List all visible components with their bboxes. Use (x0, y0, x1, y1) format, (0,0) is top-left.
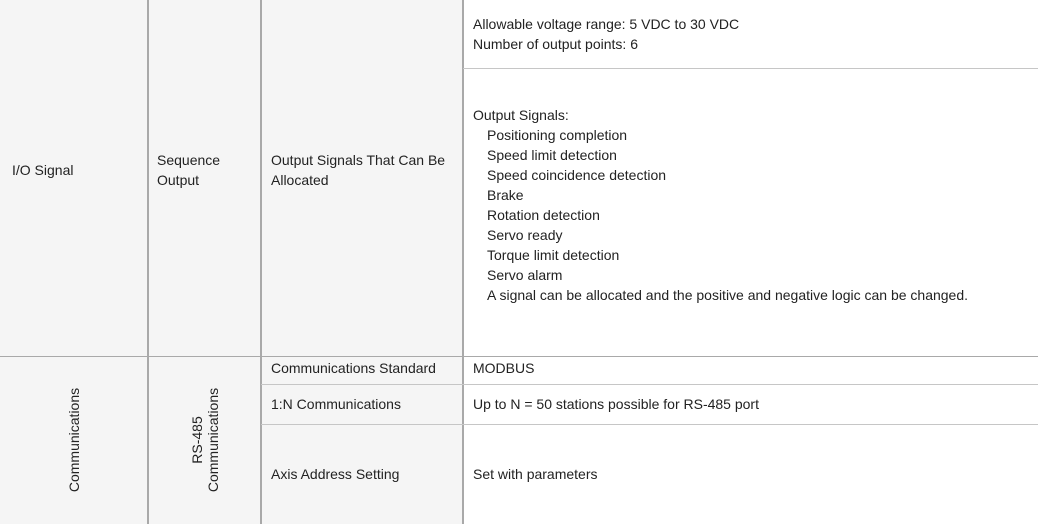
io-item-label: Output Signals That Can Be Allocated (271, 152, 446, 188)
comm-category-label: Communications (66, 387, 82, 493)
io-signals-cell (463, 68, 1038, 356)
comm-item-label: 1:N Communications (271, 396, 401, 412)
comm-value-cell (463, 356, 1038, 384)
signal-item: Positioning completion (487, 127, 628, 143)
signal-item: Servo alarm (487, 267, 563, 283)
signal-item: Speed coincidence detection (487, 167, 667, 183)
row-divider (261, 384, 1038, 385)
comm-value-cell (463, 425, 1038, 524)
signals-heading: Output Signals: (473, 107, 569, 123)
io-subcategory-label: Sequence Output (157, 152, 221, 188)
io-voltage-cell (463, 0, 1038, 68)
column-divider (462, 0, 464, 524)
voltage-range-text: Allowable voltage range: 5 VDC to 30 VDC (473, 16, 740, 32)
io-subcategory-cell (148, 0, 261, 356)
comm-value-text: Set with parameters (473, 466, 598, 482)
comm-value-text: Up to N = 50 stations possible for RS-485 port (473, 396, 759, 412)
column-divider (260, 0, 262, 524)
comm-category-cell (0, 356, 148, 524)
comm-value-cell (463, 385, 1038, 424)
comm-subcategory-line1: RS-485 (188, 416, 205, 464)
signal-item: Rotation detection (487, 207, 600, 223)
comm-item-cell (261, 356, 463, 384)
signal-item: Torque limit detection (487, 247, 620, 263)
comm-item-cell (261, 425, 463, 524)
io-category-cell (0, 0, 148, 356)
signal-item: Brake (487, 187, 524, 203)
row-divider (0, 356, 1038, 357)
signal-item: A signal can be allocated and the positive and negative logic can be changed. (487, 287, 969, 303)
io-item-cell (261, 0, 463, 356)
comm-subcategory-cell (148, 356, 261, 524)
io-category-label: I/O Signal (12, 162, 74, 178)
comm-item-label: Axis Address Setting (271, 466, 400, 482)
row-divider (261, 424, 1038, 425)
comm-value-text: MODBUS (473, 360, 535, 376)
comm-subcategory-label (189, 388, 221, 492)
comm-subcategory-line2: Communications (204, 387, 221, 493)
comm-item-cell (261, 385, 463, 424)
comm-item-label: Communications Standard (271, 360, 436, 376)
signal-item: Servo ready (487, 227, 563, 243)
signal-item: Speed limit detection (487, 147, 617, 163)
output-signals-list (473, 105, 968, 305)
output-points-text: Number of output points: 6 (473, 36, 638, 52)
column-divider (147, 0, 149, 524)
row-divider (463, 68, 1038, 69)
